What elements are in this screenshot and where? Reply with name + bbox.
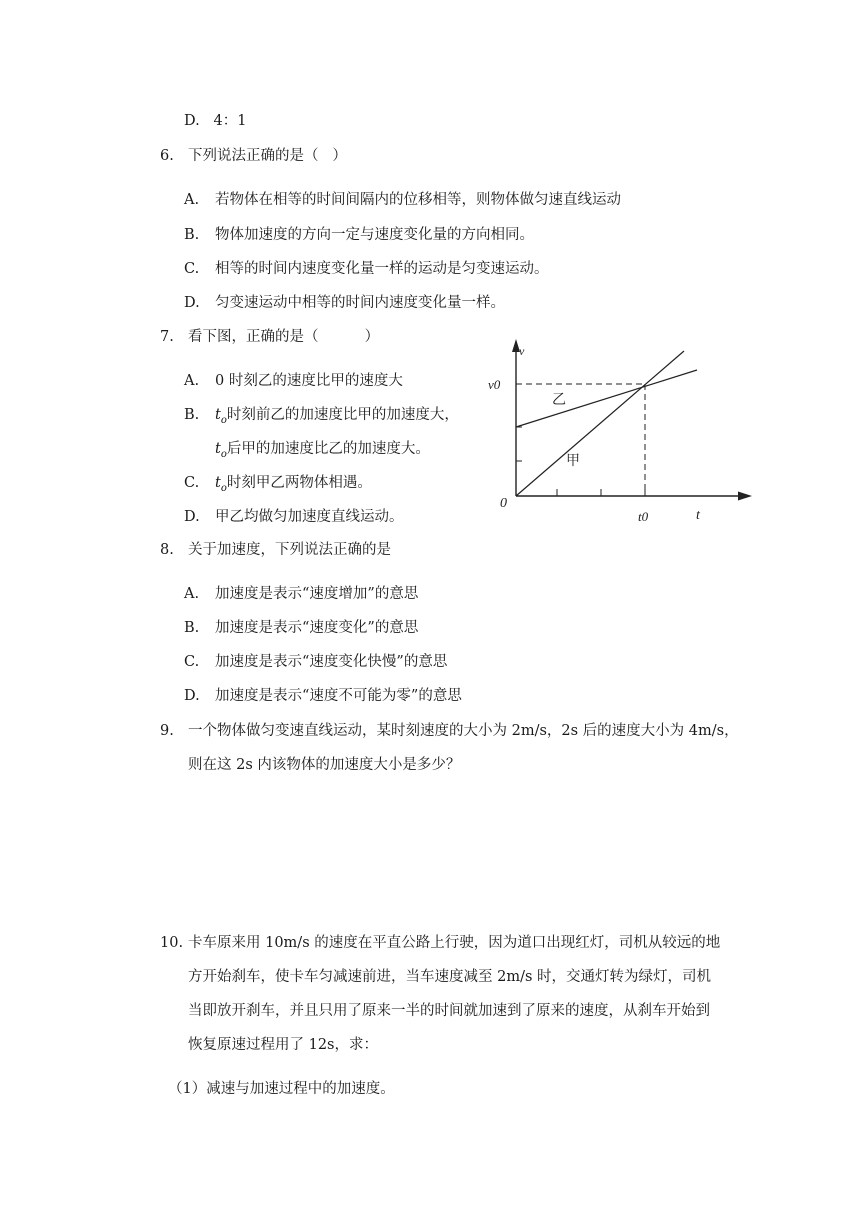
option-text-part: 时刻甲乙两物体相遇。 <box>226 475 372 491</box>
sub-question-1: （1）减速与加速过程中的加速度。 <box>168 1081 395 1097</box>
option-text: 加速度是表示“速度变化快慢”的意思 <box>215 654 448 670</box>
line-jia <box>516 351 684 496</box>
v0-label: v0 <box>488 377 501 392</box>
option-text-part: 后甲的加速度比乙的加速度大。 <box>226 441 430 457</box>
question-stem-line: 则在这 2s 内该物体的加速度大小是多少？ <box>188 757 461 773</box>
option-text: 相等的时间内速度变化量一样的运动是匀变速运动。 <box>215 261 549 277</box>
question-number: 8. <box>160 542 174 558</box>
symbol-subscript: o <box>220 414 227 426</box>
option-label: B. <box>184 407 200 423</box>
origin-label: 0 <box>500 496 507 511</box>
option-text: 加速度是表示“速度增加”的意思 <box>215 586 419 602</box>
question-number: 7. <box>160 329 174 345</box>
question-stem-line: 方开始刹车，使卡车匀减速前进，当车速度减至 2m/s 时，交通灯转为绿灯，司机 <box>188 969 712 985</box>
option-label: D. <box>184 295 200 311</box>
option-label: C. <box>184 475 200 491</box>
question-stem: 关于加速度，下列说法正确的是 <box>188 542 391 558</box>
question-stem-line: 一个物体做匀变速直线运动，某时刻速度的大小为 2m/s，2s 后的速度大小为 4m/s， <box>188 723 739 739</box>
question-stem: 看下图，正确的是（ ） <box>188 329 380 345</box>
symbol-t: t <box>215 475 221 491</box>
question-stem-line: 恢复原速过程用了 12s，求： <box>188 1037 378 1053</box>
option-text-part: 时刻前乙的加速度比甲的加速度大， <box>226 407 459 423</box>
option-text: 若物体在相等的时间间隔内的位移相等，则物体做匀速直线运动 <box>215 192 621 208</box>
option-text: 加速度是表示“速度不可能为零”的意思 <box>215 688 462 704</box>
x-axis-arrow <box>738 492 752 501</box>
q5-option-d: D. 4：1 <box>184 113 247 129</box>
option-text: 物体加速度的方向一定与速度变化量的方向相同。 <box>215 227 534 243</box>
option-text: 甲乙均做匀加速度直线运动。 <box>215 509 404 525</box>
option-label: A. <box>184 586 200 602</box>
option-label: C. <box>184 654 200 670</box>
y-axis-label: v <box>519 344 525 358</box>
question-number: 10. <box>160 935 184 951</box>
question-stem-line: 当即放开刹车，并且只用了原来一半的时间就加速到了原来的速度，从刹车开始到 <box>188 1003 710 1019</box>
option-label: D. <box>184 688 200 704</box>
symbol-subscript: o <box>220 482 227 494</box>
option-text: 匀变速运动中相等的时间内速度变化量一样。 <box>215 295 505 311</box>
x-axis-label: t <box>696 508 700 523</box>
symbol-t: t <box>215 407 221 423</box>
symbol-subscript: o <box>220 448 227 460</box>
option-text: 0 时刻乙的速度比甲的速度大 <box>215 373 403 389</box>
option-label: D. <box>184 509 200 525</box>
line-jia-label: 甲 <box>566 454 580 469</box>
option-label: C. <box>184 261 200 277</box>
question-number: 9. <box>160 723 174 739</box>
question-stem: 下列说法正确的是（ ） <box>188 148 347 164</box>
option-label: A. <box>184 373 200 389</box>
line-yi-label: 乙 <box>552 393 566 408</box>
symbol-t: t <box>215 441 221 457</box>
option-label: A. <box>184 192 200 208</box>
option-label: B. <box>184 227 200 243</box>
question-stem-line: 卡车原来用 10m/s 的速度在平直公路上行驶，因为道口出现红灯，司机从较远的地 <box>188 935 721 951</box>
option-text: 加速度是表示“速度变化”的意思 <box>215 620 419 636</box>
question-number: 6. <box>160 148 174 164</box>
t0-label: t0 <box>638 509 649 524</box>
option-label: B. <box>184 620 200 636</box>
